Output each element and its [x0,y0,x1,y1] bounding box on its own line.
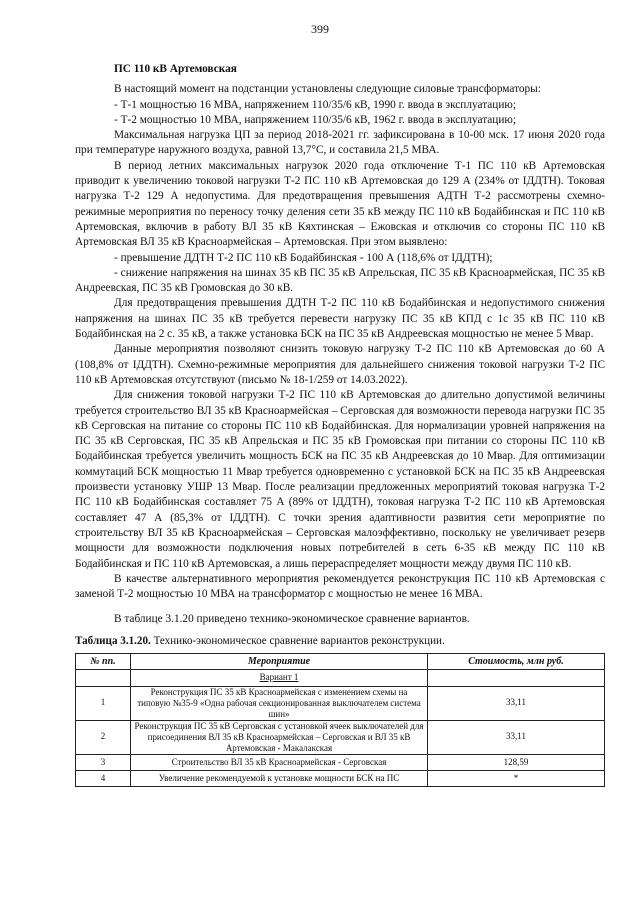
list-item: - превышение ДДТН Т-2 ПС 110 кВ Бодайбинская - 100 А (118,6% от ІДДТН); [114,251,493,264]
paragraph: Данные мероприятия позволяют снизить токовую нагрузку Т-2 ПС 110 кВ Артемовская до 60 А (108,8% от ІДДТН). Схемно-режимные мероприятия для дальнейшего снижения токовой нагрузки Т-2 ПС 110 кВ Артемовская отсутствуют (письмо № 18-1/259 от 14.03.2022). [75,343,605,386]
list-item: - Т-1 мощностью 16 МВА, напряжением 110/35/6 кВ, 1990 г. ввода в эксплуатацию; [114,98,516,111]
row-measure: Увеличение рекомендуемой к установке мощности БСК на ПС [131,770,428,786]
paragraph: В таблице 3.1.20 приведено технико-экономическое сравнение вариантов. [114,613,470,626]
paragraph: Для снижения токовой нагрузки Т-2 ПС 110 кВ Артемовская до длительно допустимой величины требуется строительство ВЛ 35 кВ Красноармейская – Серговская для возможности перевода нагрузки ПС 35 кВ Серговская на питание со стороны ПС 110 кВ Бодайбинская. Для нормализации уровней напряжения на ПС 35 кВ Серговская, ПС 35 кВ Апрельская и ПС 35 кВ Громовская при питании со стороны ПС 110 кВ Бодайбинская требуется увеличить мощность БСК на ПС 35 кВ Андреевская до 10 Мвар. Для оптимизации коммутаций БСК мощностью 11 Мвар требуется одновременно с установкой БСК на ПС 35 кВ Андреевская произвести установку УШР 13 Мвар. После реализации предложенных мероприятий токовая нагрузка Т-2 ПС 110 кВ Бодайбинская составляет 75 А (89% от ІДДТН), токовая нагрузка Т-2 ПС 110 кВ Артемовская составляет 47 А (85,3% от ІДДТН). С точки зрения адаптивности развития сети мероприятие по строительству ВЛ 35 кВ Красноармейская – Серговская малоэффективно, поскольку не увеличивает резерв мощности для возможности подключения новых потребителей в сеть 6-35 кВ между ПС 110 кВ Бодайбинская и ПС 110 кВ Артемовская, а лишь перераспределяет мощности между двумя ПС 110 кВ. [75,389,605,570]
paragraph: В период летних максимальных нагрузок 2020 года отключение Т-1 ПС 110 кВ Артемовская приводит к увеличению токовой нагрузки Т-2 ПС 110 кВ Артемовская до 129 А (234% от ІДДТН). Токовая нагрузка Т-2 129 А недопустима. Для предотвращения превышения АДТН Т-2 рассмотрены схемно-режимные мероприятия по переносу точку деления сети 35 кВ между ПС 110 кВ Бодайбинская и ПС 110 кВ Артемовская, включив в работу ВЛ 35 кВ Кяхтинская – Ежовская и отключив со стороны ПС 110 кВ Артемовская ВЛ 35 кВ Красноармейская – Артемовская. При этом выявлено: [75,159,605,249]
table-header-row [76,653,605,669]
table-row [76,754,605,770]
row-cost: * [428,770,605,786]
table-row [76,720,605,754]
row-measure: Строительство ВЛ 35 кВ Красноармейская - Серговская [131,754,428,770]
section-heading: ПС 110 кВ Артемовская [114,63,237,75]
row-measure: Реконструкция ПС 35 кВ Серговская с установкой ячеек выключателей для присоединения ВЛ 35 кВ Красноармейская – Серговская и ВЛ 35 кВ Артемовская - Макалакская [131,720,428,754]
row-cost: 33,11 [428,686,605,720]
paragraph: Для предотвращения превышения ДДТН Т-2 ПС 110 кВ Бодайбинская и недопустимого снижения напряжения на шинах ПС 35 кВ требуется перевести нагрузку ПС 35 кВ КПД с 1с 35 кВ ПС 110 кВ Бодайбинская на 2 с. 35 кВ, а также установка БСК на ПС 35 кВ Андреевская мощностью не менее 5 Мвар. [75,297,605,341]
table-caption [75,634,605,649]
table-row [76,770,605,786]
row-num: 1 [76,686,131,720]
table-caption-text: Технико-экономическое сравнение вариантов реконструкции. [153,634,445,647]
document-body [75,62,605,787]
header-cost: Стоимость, млн руб. [428,653,605,669]
header-measure: Мероприятие [131,653,428,669]
row-cost: 33,11 [428,720,605,754]
row-num: 3 [76,754,131,770]
row-num: 2 [76,720,131,754]
table-row [76,686,605,720]
variant-row [76,670,605,686]
row-cost: 128,59 [428,754,605,770]
row-measure: Реконструкция ПС 35 кВ Красноармейская с изменением схемы на типовую №35-9 «Одна рабочая секционированная выключателем система шин» [131,686,428,720]
paragraph: Максимальная нагрузка ЦП за период 2018-2021 гг. зафиксирована в 10-00 мск. 17 июня 2020 года при температуре наружного воздуха, равной 13,7°С, и составила 21,5 МВА. [75,129,605,157]
page-number: 399 [311,22,329,36]
paragraph: В качестве альтернативного мероприятия рекомендуется реконструкция ПС 110 кВ Артемовская с заменой Т-2 мощностью 10 МВА на трансформатор с мощностью не менее 16 МВА. [75,572,605,601]
table-caption-label: Таблица 3.1.20. [75,634,151,647]
row-num: 4 [76,770,131,786]
comparison-table [75,653,605,787]
paragraph: В настоящий момент на подстанции установлены следующие силовые трансформаторы: [114,83,541,96]
list-item: - снижение напряжения на шинах 35 кВ ПС 35 кВ Апрельская, ПС 35 кВ Красноармейская, ПС 35 кВ Андреевская, ПС 35 кВ Громовская до 30 кВ. [75,266,605,295]
variant-label: Вариант 1 [131,670,428,686]
list-item: - Т-2 мощностью 10 МВА, напряжением 110/35/6 кВ, 1962 г. ввода в эксплуатацию; [114,113,516,126]
header-num: № пп. [76,653,131,669]
